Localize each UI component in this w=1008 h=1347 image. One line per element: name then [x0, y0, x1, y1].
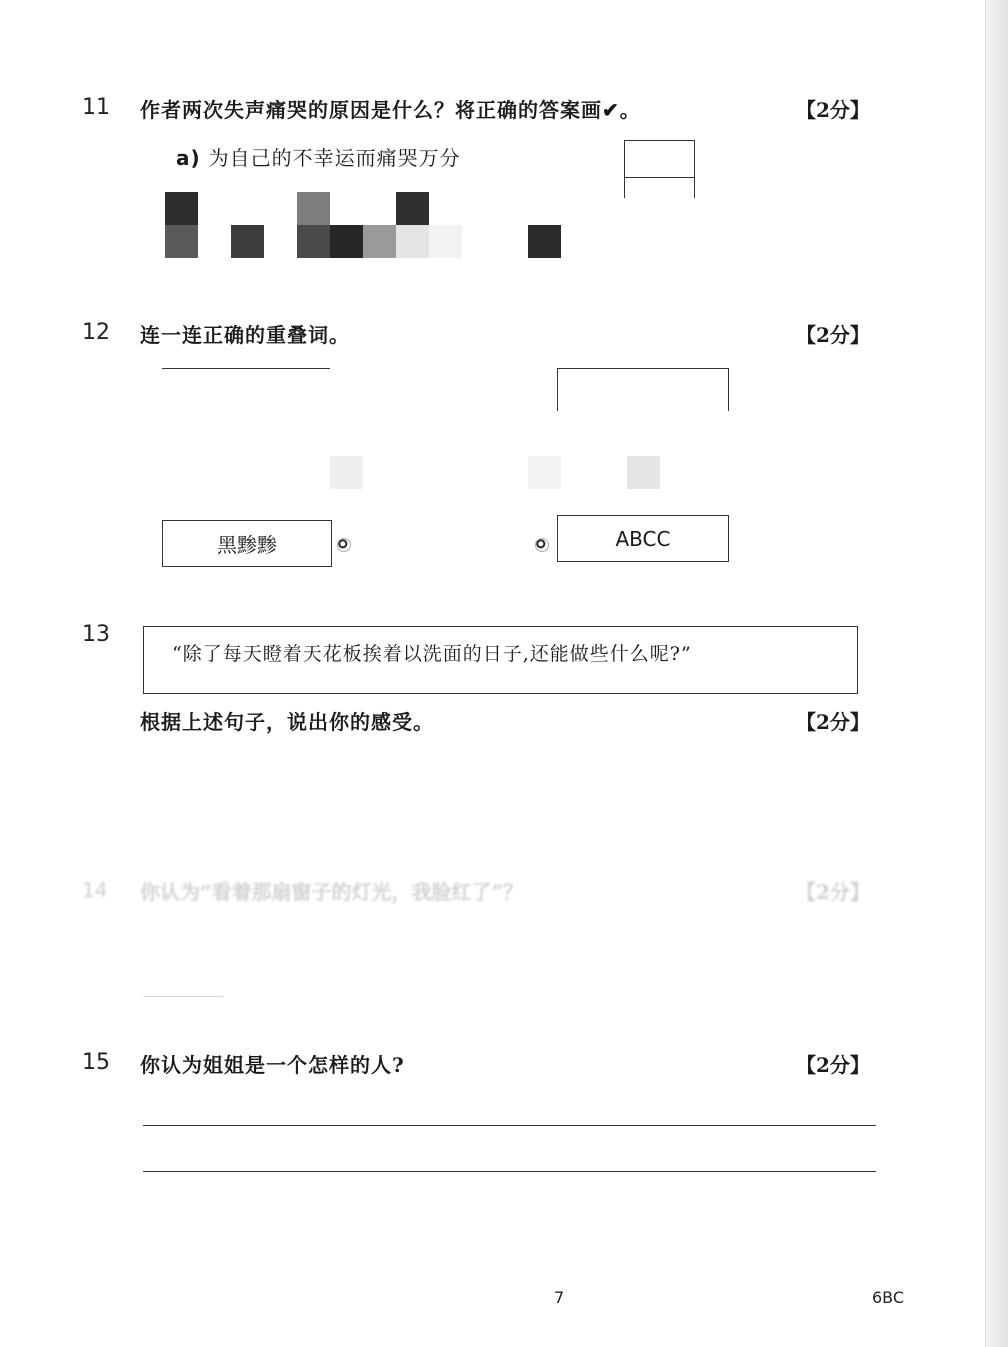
q11-tickbox-b[interactable] — [624, 178, 695, 198]
q15-marks: 【2分】 — [796, 1053, 870, 1077]
q11-option-a-letter: a) — [176, 146, 201, 170]
q14-text: 你认为“看着那扇窗子的灯光，我脸红了”？ — [140, 880, 524, 904]
page-edge — [985, 0, 1008, 1347]
q12-text: 连一连正确的重叠词。 — [140, 323, 350, 347]
q11-number: 11 — [82, 95, 110, 120]
q12-redacted-dot — [627, 456, 660, 489]
q14-answer-line-faded — [143, 996, 223, 997]
q12-number: 12 — [82, 320, 110, 345]
q15-answer-line-1[interactable] — [143, 1125, 876, 1126]
q11-tickbox-a[interactable] — [624, 140, 695, 178]
q13-quote-box — [143, 626, 858, 694]
q12-left-box-text: 黑黪黪 — [217, 533, 277, 557]
q11-option-a-text: 为自己的不幸运而痛哭万分 — [208, 146, 461, 170]
q11-text: 作者两次失声痛哭的原因是什么？将正确的答案画✔。 — [140, 98, 641, 122]
q11-option-a — [176, 142, 461, 171]
q12-left-connector-dot[interactable] — [337, 538, 351, 552]
class-code: 6BC — [872, 1288, 905, 1307]
q15-number: 15 — [82, 1050, 110, 1075]
q13-text: 根据上述句子，说出你的感受。 — [140, 710, 434, 734]
q12-top-right-box-remnant — [557, 368, 729, 411]
q12-left-box — [162, 520, 332, 567]
q14-marks: 【2分】 — [796, 880, 870, 904]
q12-redacted-dot — [330, 456, 363, 489]
page-number: 7 — [554, 1288, 565, 1307]
q12-right-box-text: ABCC — [615, 526, 671, 551]
q13-quote-text: “除了每天瞪着天花板挨着以洗面的日子,还能做些什么呢?” — [172, 643, 692, 665]
q12-right-connector-dot[interactable] — [535, 538, 549, 552]
q12-top-left-box-remnant — [162, 368, 330, 411]
q14-number: 14 — [82, 878, 108, 902]
q15-text: 你认为姐姐是一个怎样的人? — [140, 1053, 405, 1077]
q12-marks: 【2分】 — [796, 323, 870, 347]
q11-marks: 【2分】 — [796, 98, 870, 122]
q13-marks: 【2分】 — [796, 710, 870, 734]
q12-redacted-dot — [528, 456, 561, 489]
q12-right-box — [557, 515, 729, 562]
q13-number: 13 — [82, 622, 110, 647]
q15-answer-line-2[interactable] — [143, 1171, 876, 1172]
